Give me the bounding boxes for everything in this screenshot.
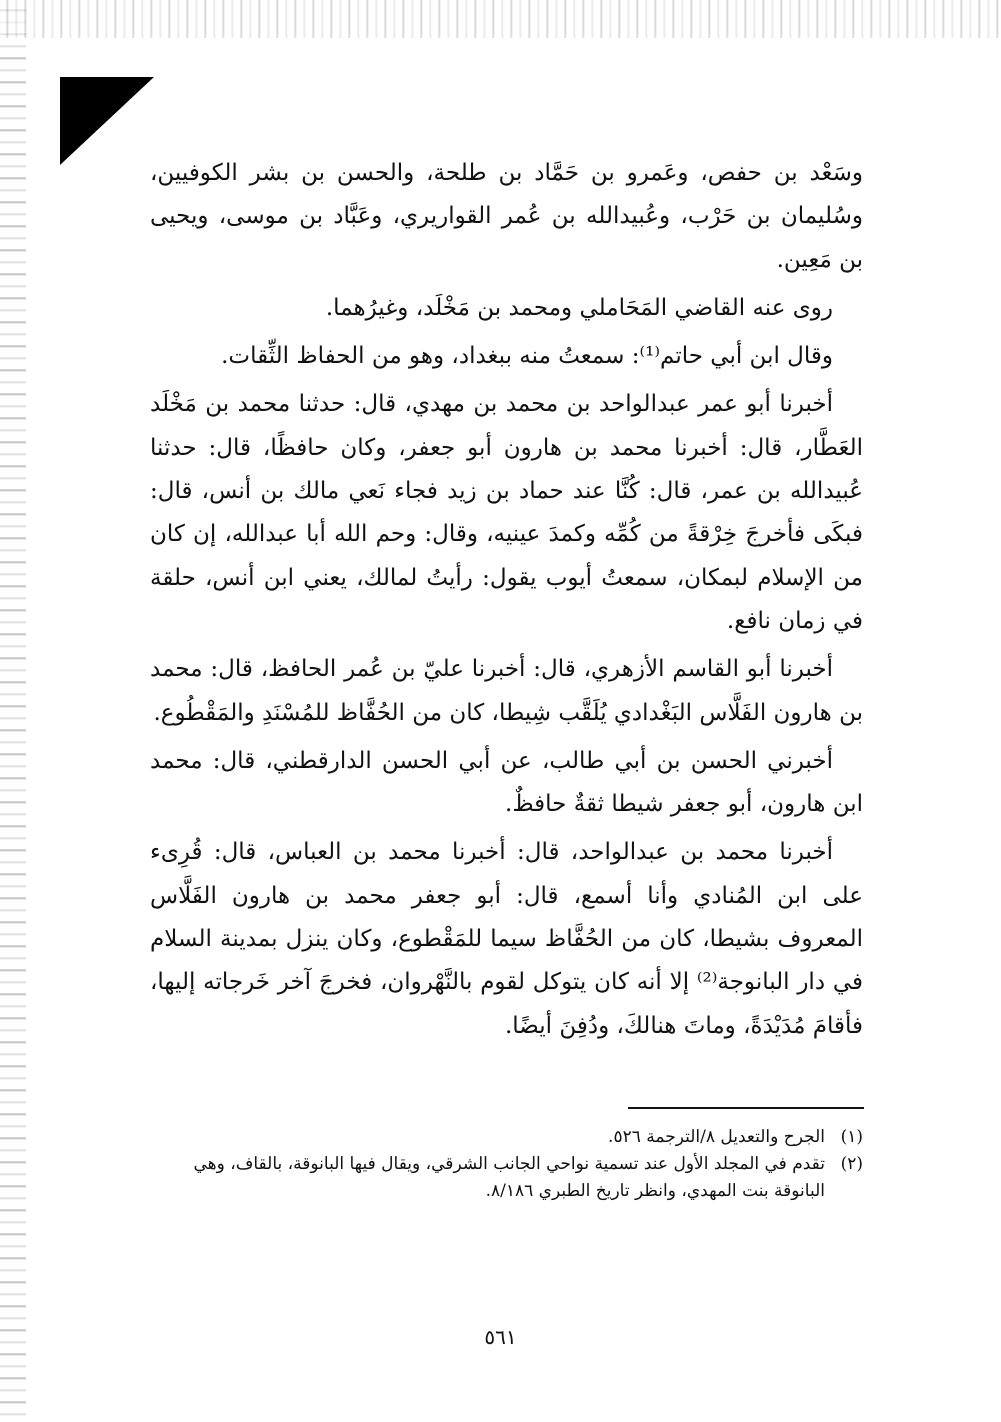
paragraph-2: روى عنه القاضي المَحَاملي ومحمد بن مَخْلَد، وغيرُهما. — [325, 294, 833, 321]
paragraph-3: وقال ابن أبي حاتم⁽¹⁾: سمعتُ منه ببغداد، وهو من الحفاظ الثِّقات. — [221, 343, 833, 370]
page-number: ٥٦١ — [484, 1325, 517, 1349]
paragraph-4: أخبرنا أبو عمر عبدالواحد بن محمد بن مهدي، قال: حدثنا محمد بن مَخْلَد العَطَّار، قال: أخبرنا محمد بن هارون أبو جعفر، وكان حافظًا، قال: حدثنا عُبيدالله بن عمر، قال: كُنَّا عند حماد بن زيد فجاء نَعي مالك بن أنس، قال: فبكَى فأخرجَ خِرْقةً من كُمِّه وكمدَ عينيه، وقال: وحم الله أبا عبدالله، إن كان من الإسلام لبمكان، سمعتُ أيوب يقول: رأيتُ لمالك، يعني ابن أنس، حلقة في زمان نافع. — [150, 391, 863, 634]
footnote-1 — [150, 1124, 863, 1151]
footnote-text: الجرح والتعديل ٨/الترجمة ٥٢٦. — [608, 1127, 825, 1147]
corner-marker — [60, 77, 154, 165]
footnote-number: (١) — [840, 1127, 863, 1147]
footnote-separator — [628, 1107, 864, 1109]
paragraph-7: أخبرنا محمد بن عبدالواحد، قال: أخبرنا محمد بن العباس، قال: قُرِىء على ابن المُنادي وأنا أسمع، قال: أبو جعفر محمد بن هارون الفَلَّاس المعروف بشيطا، كان من الحُفَّاظ سيما للمَقْطوع، وكان ينزل بمدينة السلام في دار البانوجة⁽²⁾ إلا أنه كان يتوكل لقوم بالنَّهْروان، فخرجَ آخر خَرجاته إليها، فأقامَ مُدَيْدَةً، وماتَ هنالكَ، ودُفِنَ أيضًا. — [150, 839, 863, 1039]
scan-edge-top — [0, 0, 1001, 38]
footnote-number: (٢) — [840, 1154, 863, 1174]
footnotes — [150, 1124, 863, 1205]
footnote-text: تقدم في المجلد الأول عند تسمية نواحي الجانب الشرقي، ويقال فيها البانوقة، بالقاف، وهي البانوقة بنت المهدي، وانظر تاريخ الطبري ٨/١٨٦. — [193, 1154, 825, 1201]
paragraph-6: أخبرني الحسن بن أبي طالب، عن أبي الحسن الدارقطني، قال: محمد ابن هارون، أبو جعفر شيطا ثقةٌ حافظٌ. — [150, 747, 863, 818]
paragraph-5: أخبرنا أبو القاسم الأزهري، قال: أخبرنا عليّ بن عُمر الحافظ، قال: محمد بن هارون الفَلَّاس البَغْدادي يُلَقَّب شِيطا، كان من الحُفَّاظ للمُسْنَدِ والمَقْطُوع. — [150, 656, 863, 726]
scan-edge-left — [0, 0, 26, 1422]
footnote-2 — [150, 1151, 863, 1205]
main-text — [150, 152, 863, 1053]
paragraph-1: وسَعْد بن حفص، وعَمرو بن حَمَّاد بن طلحة، والحسن بن بشر الكوفيين، وسُليمان بن حَرْب، وعُبيدالله بن عُمر القواريري، وعَبَّاد بن موسى، ويحيى بن مَعِين. — [150, 160, 864, 273]
